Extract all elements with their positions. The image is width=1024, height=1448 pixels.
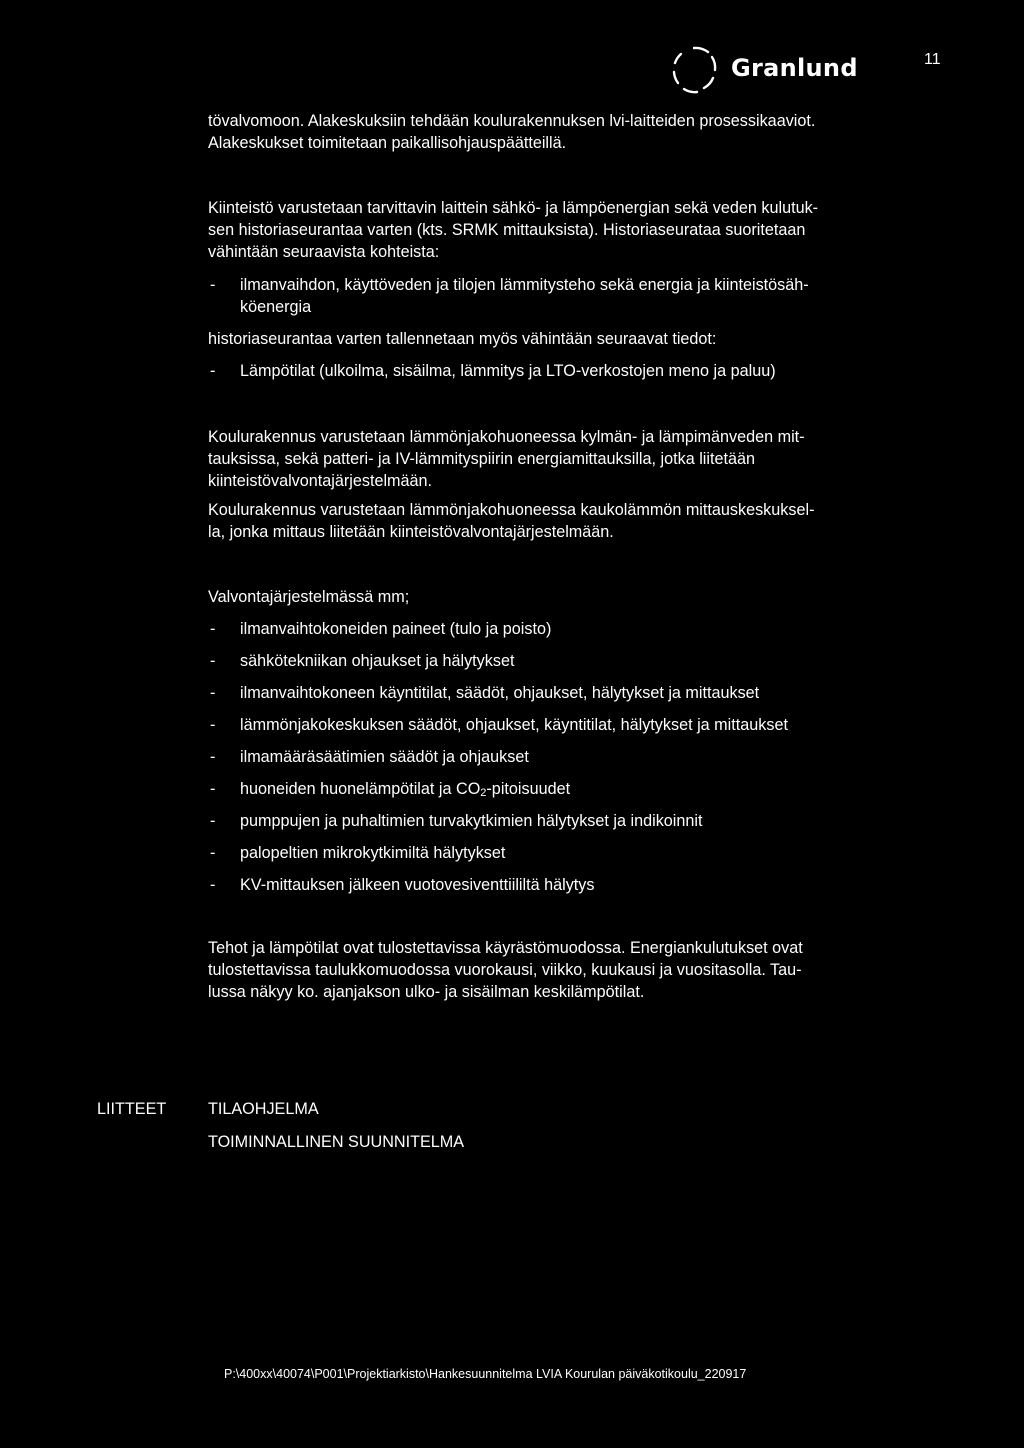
paragraph-historiaseuranta <box>208 197 928 263</box>
text-line: vähintään seuraavista kohteista: <box>208 243 440 261</box>
page-number: 11 <box>924 51 941 68</box>
text-line: kiinteistövalvontajärjestelmään. <box>208 472 433 490</box>
text-line: Alakeskukset toimitetaan paikallisohjauspäätteillä. <box>208 134 567 152</box>
text-line: tauksissa, sekä patteri- ja IV-lämmityspiirin energiamittauksilla, jotka liitetään <box>208 450 755 468</box>
list-item-text: huoneiden huonelämpötilat ja CO <box>240 780 481 798</box>
text-line: historiaseurantaa varten tallennetaan myös vähintään seuraavat tiedot: <box>208 330 717 348</box>
text-line: tövalvomoon. Alakeskuksiin tehdään koulurakennuksen lvi-laitteiden prosessikaaviot. <box>208 112 816 130</box>
bullet-dash: - <box>210 812 216 830</box>
list-item <box>208 274 928 318</box>
bullet-dash: - <box>210 780 216 798</box>
attachment-item: TILAOHJELMA <box>208 1100 319 1118</box>
text-line: tulostettavissa taulukkomuodossa vuorokausi, viikko, kuukausi ja vuositasolla. Tau- <box>208 961 802 979</box>
list-item <box>208 746 928 778</box>
text-line: lussa näkyy ko. ajanjakson ulko- ja sisäilman keskilämpötilat. <box>208 983 645 1001</box>
text-line-historia-tiedot <box>208 328 928 350</box>
list-item-text: palopeltien mikrokytkimiltä hälytykset <box>240 844 506 862</box>
paragraph-valvonta-intro <box>208 586 928 608</box>
attachments-label: LIITTEET <box>97 1100 167 1118</box>
bullet-dash: - <box>210 844 216 862</box>
list-item-text: Lämpötilat (ulkoilma, sisäilma, lämmitys ja LTO-verkostojen meno ja paluu) <box>240 362 776 380</box>
list-item-text: köenergia <box>240 298 312 316</box>
list-item <box>208 714 928 746</box>
list-item <box>208 874 928 906</box>
footer-file-path: P:\400xx\40074\P001\Projektiarkisto\Hankesuunnitelma LVIA Kourulan päiväkotikoulu_220917 <box>224 1367 747 1381</box>
bullet-dash: - <box>210 652 216 670</box>
paragraph-alakeskukset <box>208 110 928 154</box>
logo-text: Granlund <box>731 54 858 82</box>
list-item-text: lämmönjakokeskuksen säädöt, ohjaukset, käyntitilat, hälytykset ja mittaukset <box>240 716 788 734</box>
granlund-logo-icon <box>664 40 726 96</box>
paragraph-mittaukset <box>208 426 928 492</box>
attachment-item: TOIMINNALLINEN SUUNNITELMA <box>208 1133 465 1151</box>
paragraph-tulostus <box>208 937 928 1003</box>
bullet-dash: - <box>210 684 216 702</box>
list-item <box>208 842 928 874</box>
bullet-dash: - <box>210 716 216 734</box>
text-line: Koulurakennus varustetaan lämmönjakohuoneessa kylmän- ja lämpimänveden mit- <box>208 428 805 446</box>
list-item-text: ilmamääräsäätimien säädöt ja ohjaukset <box>240 748 529 766</box>
co2-subscript: 2 <box>480 787 487 799</box>
bullet-dash: - <box>210 620 216 638</box>
text-line: sen historiaseurantaa varten (kts. SRMK mittauksista). Historiaseurataa suoritetaan <box>208 221 806 239</box>
text-line: Koulurakennus varustetaan lämmönjakohuoneessa kaukolämmön mittauskeskuksel- <box>208 501 815 519</box>
list-item <box>208 360 928 382</box>
list-item <box>208 810 928 842</box>
paragraph-kaukolampo <box>208 499 928 543</box>
list-item-text: ilmanvaihtokoneen käyntitilat, säädöt, ohjaukset, hälytykset ja mittaukset <box>240 684 760 702</box>
bullet-dash: - <box>210 748 216 766</box>
list-item-text: ilmanvaihtokoneiden paineet (tulo ja poisto) <box>240 620 552 638</box>
text-line: Tehot ja lämpötilat ovat tulostettavissa käyrästömuodossa. Energiankulutukset ovat <box>208 939 803 957</box>
list-item-text: KV-mittauksen jälkeen vuotovesiventtiililtä hälytys <box>240 876 595 894</box>
list-item-text: pumppujen ja puhaltimien turvakytkimien hälytykset ja indikoinnit <box>240 812 703 830</box>
list-item <box>208 682 928 714</box>
granlund-logo <box>664 40 858 96</box>
list-item <box>208 650 928 682</box>
bullet-dash: - <box>210 276 216 294</box>
bullet-list-historia <box>208 274 928 318</box>
list-item-text: ilmanvaihdon, käyttöveden ja tilojen lämmitysteho sekä energia ja kiinteistösäh- <box>240 276 809 294</box>
bullet-list-valvonta <box>208 618 928 906</box>
text-line: Valvontajärjestelmässä mm; <box>208 588 410 606</box>
list-item-text-suffix: -pitoisuudet <box>486 780 571 798</box>
list-item-text: sähkötekniikan ohjaukset ja hälytykset <box>240 652 515 670</box>
text-line: Kiinteistö varustetaan tarvittavin laittein sähkö- ja lämpöenergian sekä veden kulutuk- <box>208 199 819 217</box>
bullet-dash: - <box>210 362 216 380</box>
text-line: la, jonka mittaus liitetään kiinteistövalvontajärjestelmään. <box>208 523 614 541</box>
list-item <box>208 618 928 650</box>
bullet-list-lampotilat <box>208 360 928 382</box>
list-item <box>208 778 928 810</box>
bullet-dash: - <box>210 876 216 894</box>
